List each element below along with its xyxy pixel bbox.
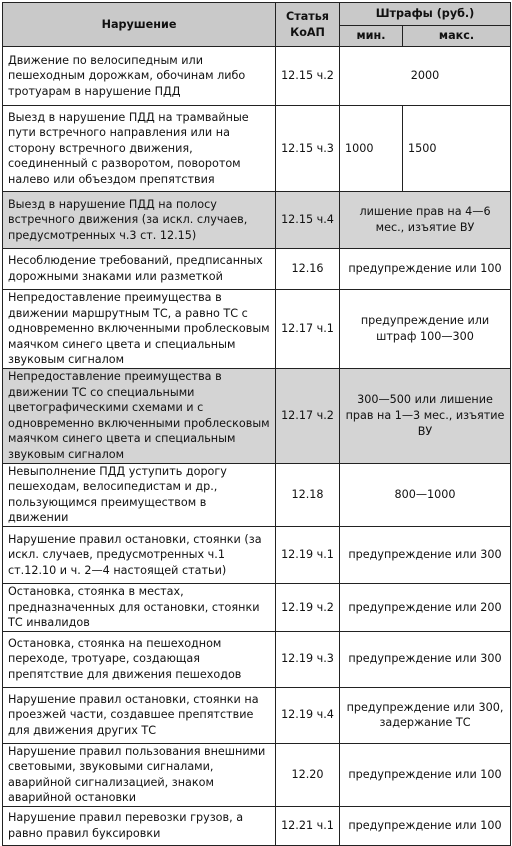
article-cell: 12.15 ч.3 bbox=[276, 106, 340, 192]
article-cell: 12.17 ч.1 bbox=[276, 290, 340, 369]
table-row bbox=[3, 463, 511, 526]
violation-cell: Движение по велосипедным или пешеходным дорожкам, обочинам либо тротуарам в нарушение ПДД bbox=[3, 47, 276, 106]
fine-cell: предупреждение или 200 bbox=[340, 583, 511, 631]
header-fine-min: мин. bbox=[340, 26, 403, 47]
article-cell: 12.16 bbox=[276, 249, 340, 290]
header-fines: Штрафы (руб.) bbox=[340, 3, 511, 26]
violation-cell: Непредоставление преимущества в движении маршрутным ТС, а равно ТС с одновременно включенными проблесковым маячком синего цвета и специальным звуковым сигналом bbox=[3, 290, 276, 369]
article-cell: 12.20 bbox=[276, 743, 340, 806]
fine-cell: 800—1000 bbox=[340, 463, 511, 526]
article-cell: 12.19 ч.3 bbox=[276, 631, 340, 687]
violation-cell: Несоблюдение требований, предписанных дорожными знаками или разметкой bbox=[3, 249, 276, 290]
violation-cell: Выезд в нарушение ПДД на трамвайные пути встречного направления или на сторону встречного движения, соединенный с разворотом, поворотом налево или объездом препятствия bbox=[3, 106, 276, 192]
table-row bbox=[3, 290, 511, 369]
violation-cell: Нарушение правил перевозки грузов, а равно правил буксировки bbox=[3, 807, 276, 846]
article-cell: 12.19 ч.1 bbox=[276, 526, 340, 583]
table-row bbox=[3, 807, 511, 846]
fine-cell: предупреждение или 300 bbox=[340, 631, 511, 687]
article-cell: 12.21 ч.1 bbox=[276, 807, 340, 846]
table-row bbox=[3, 687, 511, 743]
fine-cell: 2000 bbox=[340, 47, 511, 106]
table-row bbox=[3, 249, 511, 290]
table-row bbox=[3, 631, 511, 687]
table-row bbox=[3, 192, 511, 249]
table-row bbox=[3, 526, 511, 583]
fine-cell: предупреждение или 100 bbox=[340, 807, 511, 846]
violation-cell: Нарушение правил остановки, стоянки (за искл. случаев, предусмотренных ч.1 ст.12.10 и ч. 2—4 настоящей статьи) bbox=[3, 526, 276, 583]
article-cell: 12.15 ч.2 bbox=[276, 47, 340, 106]
header-violation: Нарушение bbox=[3, 3, 276, 47]
fine-min-cell: 1000 bbox=[340, 106, 403, 192]
fine-cell: предупреждение или 300 bbox=[340, 526, 511, 583]
fine-cell: предупреждение или 100 bbox=[340, 743, 511, 806]
header-fine-max: макс. bbox=[403, 26, 511, 47]
fine-cell: предупреждение или 100 bbox=[340, 249, 511, 290]
fines-table bbox=[2, 2, 511, 846]
violation-cell: Непредоставление преимущества в движении ТС со специальными цветографическими схемами и с одновременно включенными проблесковым маячком синего цвета и специальным звуковым сигналом bbox=[3, 368, 276, 463]
fine-max-cell: 1500 bbox=[403, 106, 511, 192]
fine-cell: лишение прав на 4—6 мес., изъятие ВУ bbox=[340, 192, 511, 249]
table-row bbox=[3, 368, 511, 463]
violation-cell: Невыполнение ПДД уступить дорогу пешеходам, велосипедистам и др., пользующимся преимуществом в движении bbox=[3, 463, 276, 526]
violation-cell: Нарушение правил пользования внешними световыми, звуковыми сигналами, аварийной сигнализацией, знаком аварийной остановки bbox=[3, 743, 276, 806]
fine-cell: предупреждение или штраф 100—300 bbox=[340, 290, 511, 369]
table-row bbox=[3, 106, 511, 192]
article-cell: 12.18 bbox=[276, 463, 340, 526]
table-row bbox=[3, 743, 511, 806]
violation-cell: Остановка, стоянка на пешеходном переходе, тротуаре, создающая препятствие для движения пешеходов bbox=[3, 631, 276, 687]
fine-cell: 300—500 или лишение прав на 1—3 мес., изъятие ВУ bbox=[340, 368, 511, 463]
table-row bbox=[3, 583, 511, 631]
article-cell: 12.15 ч.4 bbox=[276, 192, 340, 249]
violation-cell: Нарушение правил остановки, стоянки на проезжей части, создавшее препятствие для движения других ТС bbox=[3, 687, 276, 743]
article-cell: 12.19 ч.2 bbox=[276, 583, 340, 631]
article-cell: 12.19 ч.4 bbox=[276, 687, 340, 743]
violation-cell: Выезд в нарушение ПДД на полосу встречного движения (за искл. случаев, предусмотренных ч.3 ст. 12.15) bbox=[3, 192, 276, 249]
violation-cell: Остановка, стоянка в местах, предназначенных для остановки, стоянки ТС инвалидов bbox=[3, 583, 276, 631]
header-article: Статья КоАП bbox=[276, 3, 340, 47]
fine-cell: предупреждение или 300, задержание ТС bbox=[340, 687, 511, 743]
article-cell: 12.17 ч.2 bbox=[276, 368, 340, 463]
table-row bbox=[3, 47, 511, 106]
